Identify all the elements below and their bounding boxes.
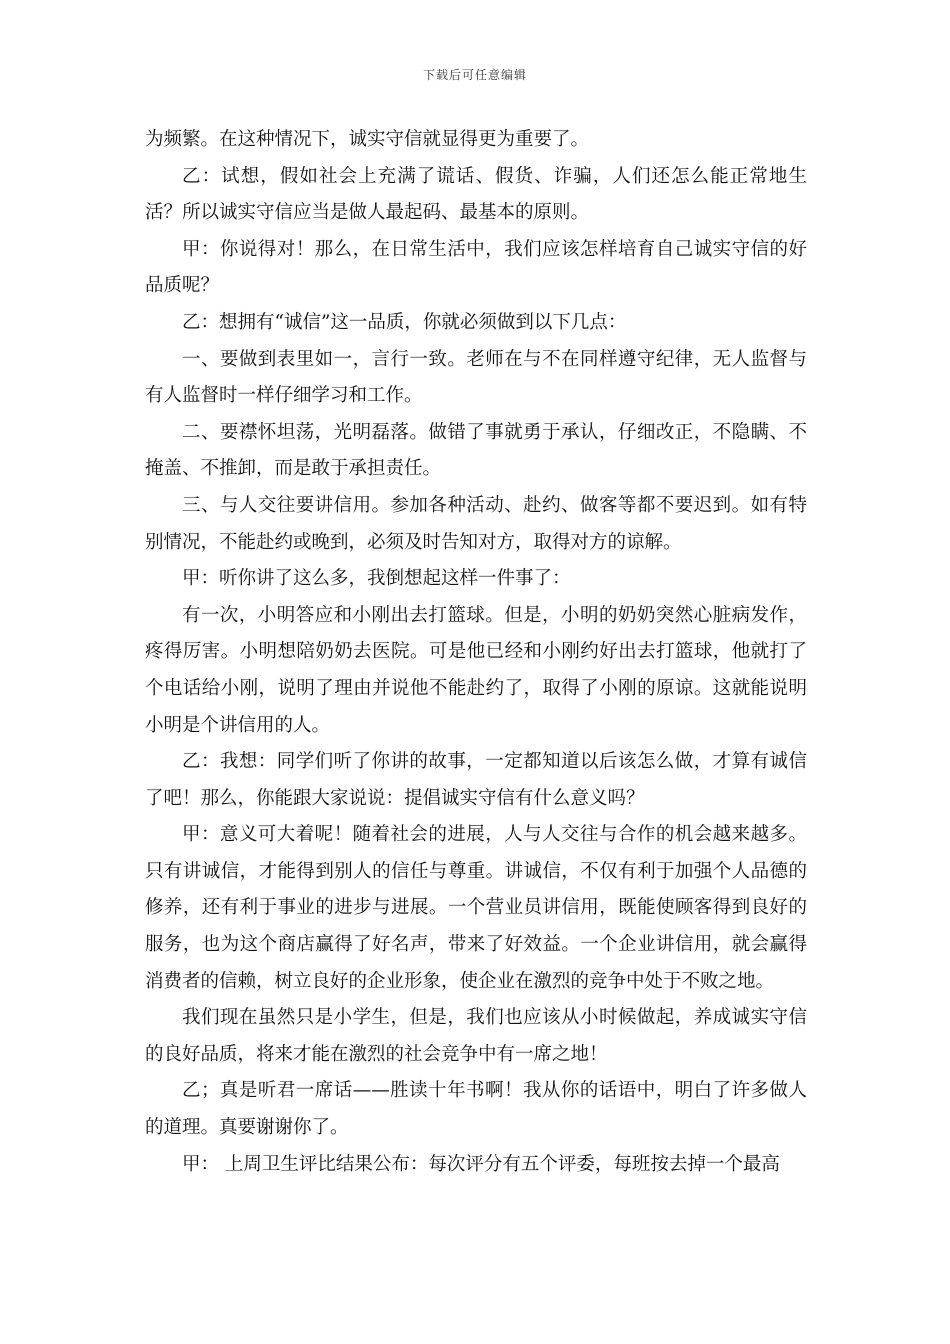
paragraph: 乙：想拥有“诚信”这一品质，你就必须做到以下几点： (182, 311, 627, 333)
paragraph: 一、要做到表里如一，言行一致。老师在与不在同样遵守纪律，无人监督与有人监督时一样仔细学习和工作。 (145, 348, 807, 407)
paragraph: 三、与人交往要讲信用。参加各种活动、赴约、做客等都不要迟到。如有特别情况，不能赴约或晚到，必须及时告知对方，取得对方的谅解。 (145, 494, 807, 553)
paragraph: 甲：你说得对！那么，在日常生活中，我们应该怎样培育自己诚实守信的好品质呢？ (145, 238, 807, 297)
paragraph: 乙：我想：同学们听了你讲的故事，一定都知道以后该怎么做，才算有诚信了吧！那么，你能跟大家说说：提倡诚实守信有什么意义吗？ (145, 751, 807, 809)
paragraph: 甲： 上周卫生评比结果公布：每次评分有五个评委，每班按去掉一个最高 (182, 1153, 780, 1175)
document-body (145, 122, 807, 1183)
paragraph: 甲：听你讲了这么多，我倒想起这样一件事了： (182, 568, 571, 590)
paragraph: 乙；真是听君一席话——胜读十年书啊！我从你的话语中，明白了许多做人的道理。真要谢谢你了。 (145, 1080, 807, 1139)
paragraph: 乙：试想，假如社会上充满了谎话、假货、诈骗，人们还怎么能正常地生活？所以诚实守信应当是做人最起码、最基本的原则。 (145, 165, 807, 224)
paragraph: 有一次，小明答应和小刚出去打篮球。但是，小明的奶奶突然心脏病发作，疼得厉害。小明想陪奶奶去医院。可是他已经和小刚约好出去打篮球，他就打了个电话给小刚，说明了理由并说他不能赴约了，取得了小刚的原谅。这就能说明小明是个讲信用的人。 (145, 604, 807, 736)
paragraph: 我们现在虽然只是小学生，但是，我们也应该从小时候做起，养成诚实守信的良好品质，将来才能在激烈的社会竞争中有一席之地！ (145, 1007, 807, 1065)
paragraph: 甲：意义可大着呢！随着社会的进展，人与人交往与合作的机会越来越多。只有讲诚信，才能得到别人的信任与尊重。讲诚信，不仅有利于加强个人品德的修养，还有利于事业的进步与进展。一个营业员讲信用，既能使顾客得到良好的服务，也为这个商店赢得了好名声，带来了好效益。一个企业讲信用，就会赢得消费者的信赖，树立良好的企业形象，使企业在激烈的竞争中处于不败之地。 (145, 824, 807, 992)
paragraph: 二、要襟怀坦荡，光明磊落。做错了事就勇于承认，仔细改正，不隐瞒、不掩盖、不推卸，而是敢于承担责任。 (145, 421, 807, 480)
page-header: 下载后可任意编辑 (422, 68, 527, 82)
paragraph: 为频繁。在这种情况下，诚实守信就显得更为重要了。 (145, 129, 590, 150)
